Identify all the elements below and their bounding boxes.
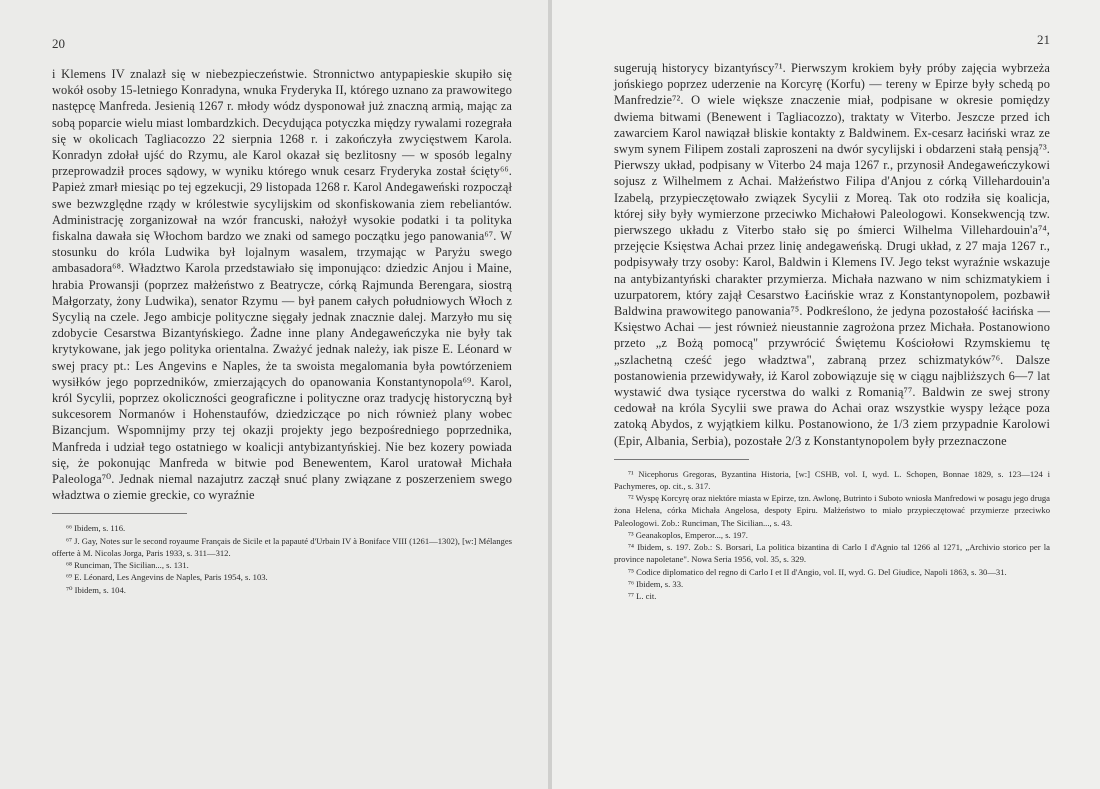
footnote: ⁶⁷ J. Gay, Notes sur le second royaume Français de Sicile et la papauté d'Urbain IV à Boniface VIII (1261—1302), [w:] Mélanges offerte à M. Nicolas Jorga, Paris 1933, s. 311—312. — [52, 535, 512, 558]
left-page — [0, 0, 548, 789]
footnote: ⁷¹ Nicephorus Gregoras, Byzantina Historia, [w:] CSHB, vol. I, wyd. L. Schopen, Bonnae 1829, s. 123—124 i Pachymeres, op. cit., s. 317. — [614, 468, 1050, 492]
page-number: 21 — [1037, 32, 1050, 47]
footnote-rule — [52, 513, 187, 514]
footnote: ⁶⁶ Ibidem, s. 116. — [66, 523, 126, 534]
footnote: ⁷² Wyspę Korcyrę oraz niektóre miasta w Epirze, tzn. Awlonę, Butrinto i Suboto wniosła Manfredowi w posagu jego druga żona Helena, córka Michała Angelosa, despoty Epiru. Małżeństwo to miało przypieczętować przymierze przeciwko Paleologowi. Zob.: Runciman, The Sicilian..., s. 43. — [614, 493, 1050, 528]
footnote: ⁷⁶ Ibidem, s. 33. — [628, 578, 684, 589]
footnote: ⁶⁹ E. Léonard, Les Angevins de Naples, Paris 1954, s. 103. — [66, 572, 268, 583]
footnote: ⁷³ Geanakoplos, Emperor..., s. 197. — [628, 529, 748, 540]
right-page — [552, 0, 1100, 789]
body-text: i Klemens IV znalazł się w niebezpieczeństwie. Stronnictwo antypapieskie skupiło się wokół osoby 15-letniego Konradyna, wnuka Fryderyka II, którego uznano za prawowitego następcę Manfreda. Jesienią 1267 r. młody wódz dysponował już znaczną armią, mając za sobą poparcie wielu miast lombardzkich. Decydująca potyczka między rywalami rozegrała się w okolicach Tagliacozzo 22 sierpnia 1268 r. i zakończyła zwycięstwem Karola. Konradyn zdołał ujść do Rzymu, ale Karol okazał się bezlitosny — w sposób legalny przeprowadził proces sądowy, w wyniku którego wnuk cesarz Fryderyka został ścięty⁶⁶. Papież zmarł miesiąc po tej egzekucji, 29 listopada 1268 r. Karol Andegaweński rozpoczął swe bezwzględne rządy w królestwie sycylijskim od skonfiskowania ziem rebeliantów. Administrację zorganizował na wzór francuski, nałożył wysokie podatki i ta polityka fiskalna dawała się Włochom bardzo we znaki od samego początku jego panowania⁶⁷. W stosunku do króla Ludwika był lojalnym wasalem, trzymając w Paryżu swego ambasadora⁶⁸. Władztwo Karola przedstawiało się imponująco: dziedzic Anjou i Maine, hrabia Prowansji (poprzez małżeństwo z Beatrycze, córką Rajmunda Berengara, siostrą Małgorzaty, żony Ludwika), senator Rzymu — był panem całych południowych Włoch z Sycylią na czele. Jego ambicje polityczne sięgały jednak znacznie dalej. Marzyło mu się zdobycie Cesarstwa Bizantyńskiego. Żadne inne plany Andegaweńczyka nie były tak krytykowane, jak jego polityka orientalna. Zważyć jednak należy, iak pisze E. Léonard w swej pracy pt.: Les Angevins e Naples, że ta swoista megalomania była powtórzeniem wysiłków jego poprzedników, zmierzających do opanowania Konstantynopola⁶⁹. Karol, król Sycylii, poprzez okoliczności geograficzne i polityczne oraz tradycję historyczną był sukcesorem Normanów i Hohenstaufów, dziedziczące po nich również plany wobec Bizancjum. Wspomnijmy przy tej okazji projekty jego bezpośredniego poprzednika, Manfreda i udział tego ostatniego w koalicji antybizantyńskiej. Nie bez kozery powiada się, że pokonując Manfreda w bitwie pod Benewentem, Karol uratował Michała Paleologa⁷⁰. Jednak niemal nazajutrz zaczął snuć plany związane z poszerzeniem swego władztwa o ziemie greckie, co wyraźnie — [52, 67, 512, 503]
footnote-rule — [614, 459, 749, 460]
footnote: ⁷⁴ Ibidem, s. 197. Zob.: S. Borsari, La politica bizantina di Carlo I d'Agnio tal 1266 al 1271, „Archivio storico per la province napoletane". Nowa Seria 1956, vol. 35, s. 329. — [614, 542, 1050, 565]
page-number: 20 — [52, 36, 65, 51]
footnote: ⁷⁷ L. cit. — [628, 590, 657, 601]
body-text: sugerują historycy bizantyńscy⁷¹. Pierwszym krokiem były próby zajęcia wybrzeża jońskiego poprzez uderzenie na Korcyrę (Korfu) — tereny w Epirze były schedą po Manfredzie⁷². O wiele większe znaczenie miał, podpisane w okresie pomiędzy dwiema bitwami (Benewent i Tagliacozzo), traktaty w Viterbo. Jeszcze przed ich zawarciem Karol nawiązał bliskie kontakty z Baldwinem. Ex-cesarz łaciński wraz ze swym synem Filipem zostali zaproszeni na dwór sycylijski i obdarzeni stałą pensją⁷³. Pierwszy układ, podpisany w Viterbo 24 maja 1267 r., przynosił Andegaweńczykowi sojusz z Wilhelmem z Achai. Małżeństwo Filipa d'Anjou z córką Villehardouin'a Izabelą, przypieczętowało związek Sycylii z Moreą. Tak oto rodziła się koalicja, której siły były wymierzone przeciwko Michałowi Paleologowi. Konsekwencją tzw. pierwszego układu z Viterbo stało się po śmierci Wilhelma Villehardouin'a⁷⁴, przejęcie Księstwa Achai przez linię andegaweńską. Drugi układ, z 27 maja 1267 r., podpisywały trzy osoby: Karol, Baldwin i Klemens IV. Jego tekst wyraźnie wskazuje na antybizantyński charakter przymierza. Michała nazwano w nim schizmatykiem i uzurpatorem, który zajął Cesarstwo Łacińskie wraz z Konstantynopolem, pozbawił Baldwina prawowitego panowania⁷⁵. Podkreślono, że jedyna pozostałość łacińska — Księstwo Achai — jest również nieustannie zagrożona przez Michała. Postanowiono przeto „z Bożą pomocą" przywrócić Świętemu Kościołowi Rzymskiemu tę „szlachetną cześć jego władztwa", zabraną przez schizmatyków⁷⁶. Dalsze postanowienia przewidywały, iż Karol zobowiązuje się w ciągu najbliższych 6—7 lat wystawić dwa tysiące rycerstwa do walki z Romanią⁷⁷. Baldwin ze swej strony cedował na króla Sycylii swe prawa do Achai oraz wszystkie wyspy leżące poza zatoką Abydos, z wyjątkiem kilku. Postanowiono, że 1/3 ziem przypadnie Karolowi (Epir, Albania, Serbia), pozostałe 2/3 z Konstantynopolem były przeznaczone — [614, 61, 1050, 448]
footnote: ⁷⁵ Codice diplomatico del regno di Carlo I et II d'Angio, vol. II, wyd. G. Del Giudice, Napoli 1863, s. 30—31. — [628, 566, 1007, 577]
footnote: ⁶⁸ Runciman, The Sicilian..., s. 131. — [66, 560, 189, 571]
footnote: ⁷⁰ Ibidem, s. 104. — [66, 584, 126, 595]
